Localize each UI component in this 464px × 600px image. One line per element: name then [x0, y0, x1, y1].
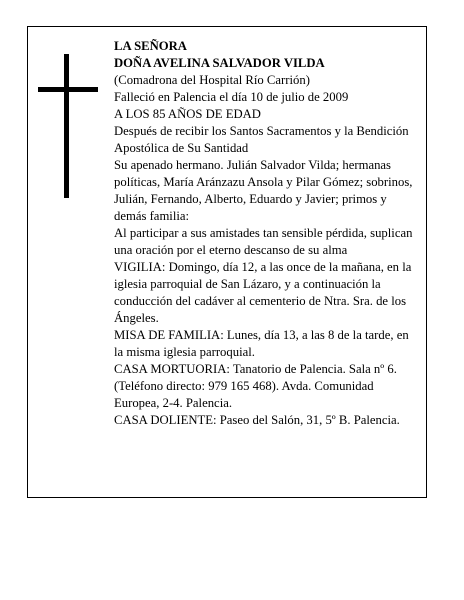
prayer-request: Al participar a sus amistades tan sensible pérdida, suplican una oración por el eterno descanso de su alma: [114, 226, 413, 257]
family-mass-info: MISA DE FAMILIA: Lunes, día 13, a las 8 de la tarde, en la misma iglesia parroquial.: [114, 328, 409, 359]
funeral-home-info: CASA MORTUORIA: Tanatorio de Palencia. Sala nº 6. (Teléfono directo: 979 165 468). Avda. Comunidad Europea, 2-4. Palencia.: [114, 362, 397, 410]
family-line: Su apenado hermano. Julián Salvador Vilda; hermanas políticas, María Aránzazu Ansola y Pilar Gómez; sobrinos, Julián, Fernando, Alberto, Eduardo y Javier; primos y demás familia:: [114, 158, 413, 223]
family-home-info: CASA DOLIENTE: Paseo del Salón, 31, 5º B. Palencia.: [114, 413, 400, 427]
cross-icon: [38, 54, 98, 198]
deceased-name: DOÑA AVELINA SALVADOR VILDA: [114, 56, 325, 70]
notice-heading: LA SEÑORA: [114, 39, 187, 53]
cross-horizontal-bar: [38, 87, 98, 92]
vigil-info: VIGILIA: Domingo, día 12, a las once de la mañana, en la iglesia parroquial de San Lázaro, y a continuación la conducción del cadáver al cementerio de Ntra. Sra. de los Ángeles.: [114, 260, 412, 325]
cross-vertical-bar: [64, 54, 69, 198]
sacraments-line: Después de recibir los Santos Sacramentos y la Bendición Apostólica de Su Santidad: [114, 124, 409, 155]
age-line: A LOS 85 AÑOS DE EDAD: [114, 107, 261, 121]
notice-text: [114, 38, 420, 429]
deceased-occupation: (Comadrona del Hospital Río Carrión): [114, 73, 310, 87]
death-date: Falleció en Palencia el día 10 de julio de 2009: [114, 90, 349, 104]
